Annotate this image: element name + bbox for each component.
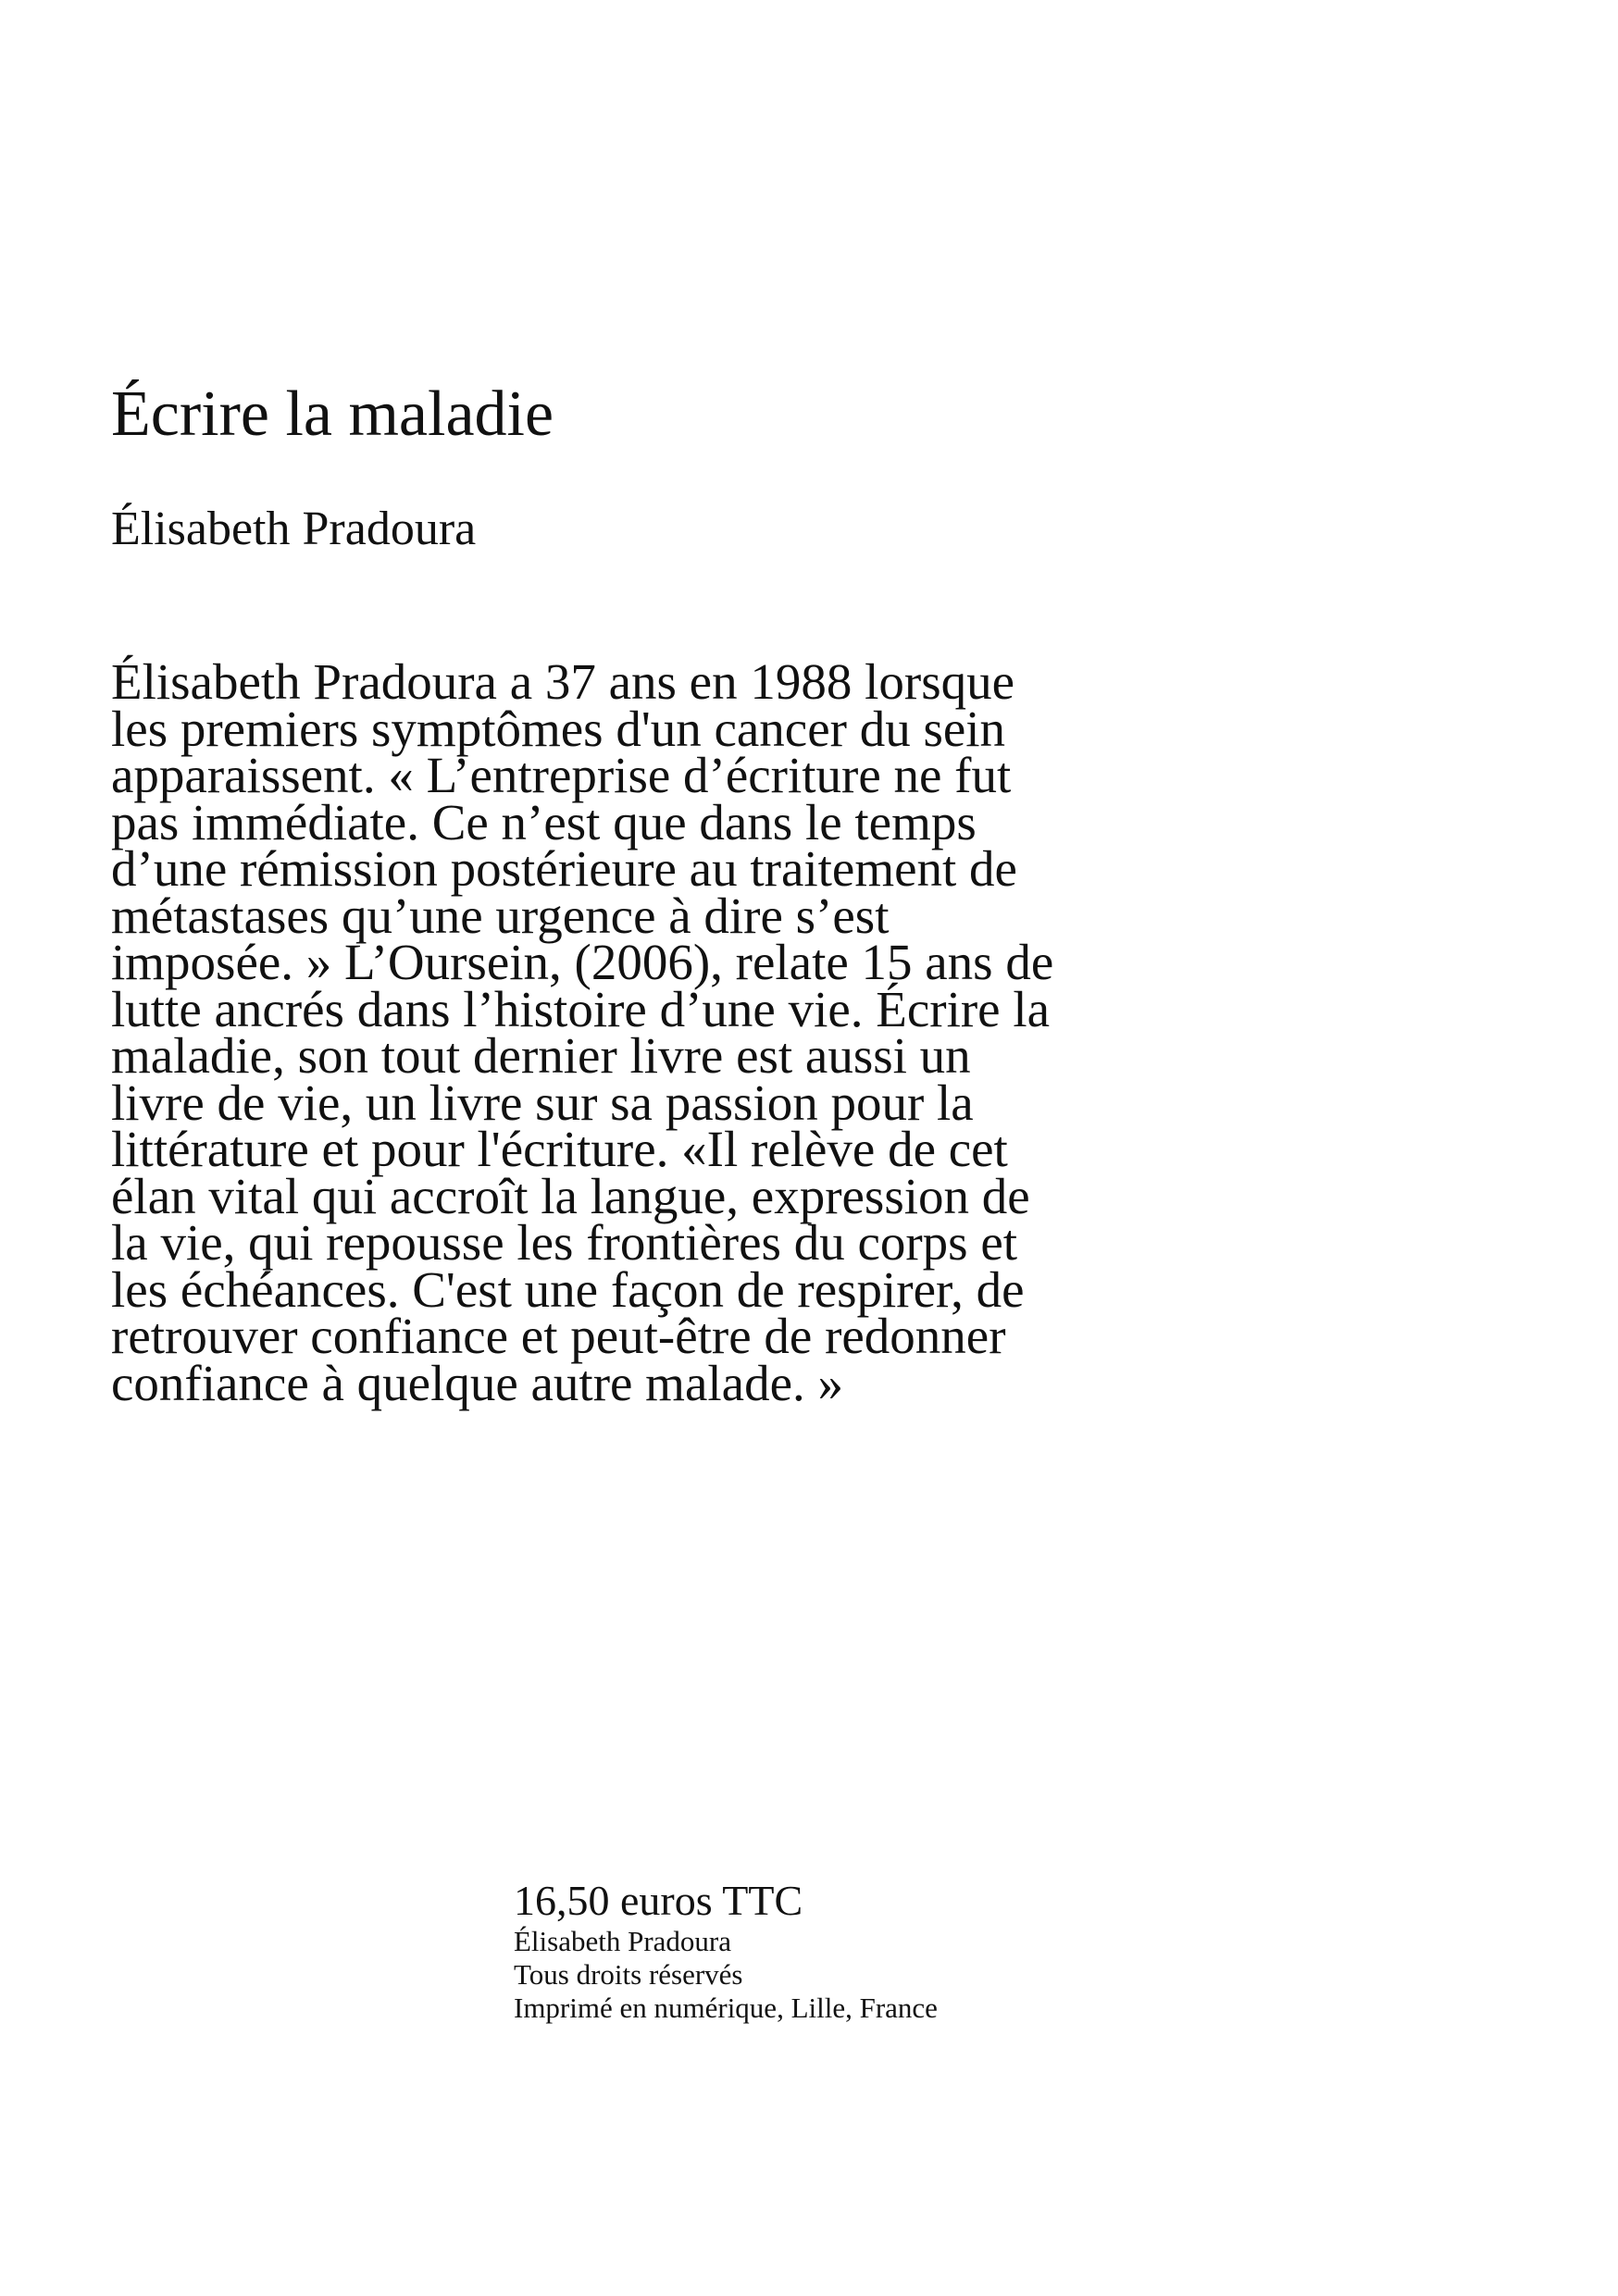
blurb-line: littérature et pour l'écriture. «Il relève de cet [111, 1121, 1008, 1177]
colophon-author: Élisabeth Pradoura [514, 1925, 732, 1957]
price: 16,50 euros TTC [514, 1877, 803, 1924]
blurb-line: d’une rémission postérieure au traitement de [111, 840, 1017, 897]
blurb-line: pas immédiate. Ce n’est que dans le temps [111, 793, 977, 850]
back-cover-blurb [111, 653, 1259, 1411]
book-title: Écrire la maladie [111, 379, 554, 450]
blurb-line: livre de vie, un livre sur sa passion pour la [111, 1074, 974, 1131]
printing-notice: Imprimé en numérique, Lille, France [514, 1992, 938, 2024]
blurb-line: Élisabeth Pradoura a 37 ans en 1988 lorsque [111, 653, 1015, 710]
blurb-line: confiance à quelque autre malade. » [111, 1354, 843, 1411]
blurb-line: retrouver confiance et peut-être de redonner [111, 1308, 1006, 1364]
blurb-line: apparaissent. « L’entreprise d’écriture ne fut [111, 747, 1012, 803]
blurb-line: élan vital qui accroît la langue, expression de [111, 1167, 1030, 1224]
blurb-line: métastases qu’une urgence à dire s’est [111, 887, 890, 944]
colophon [514, 1877, 938, 2025]
blurb-line: lutte ancrés dans l’histoire d’une vie. Écrire la [111, 980, 1051, 1037]
blurb-line: les échéances. C'est une façon de respirer, de [111, 1260, 1025, 1318]
blurb-line: les premiers symptômes d'un cancer du sein [111, 700, 1006, 757]
book-author: Élisabeth Pradoura [111, 503, 477, 555]
blurb-line: imposée. » L’Oursein, (2006), relate 15 ans de [111, 934, 1054, 990]
blurb-line: maladie, son tout dernier livre est aussi un [111, 1027, 971, 1084]
rights-notice: Tous droits réservés [514, 1958, 743, 1991]
blurb-line: la vie, qui repousse les frontières du corps et [111, 1214, 1018, 1271]
